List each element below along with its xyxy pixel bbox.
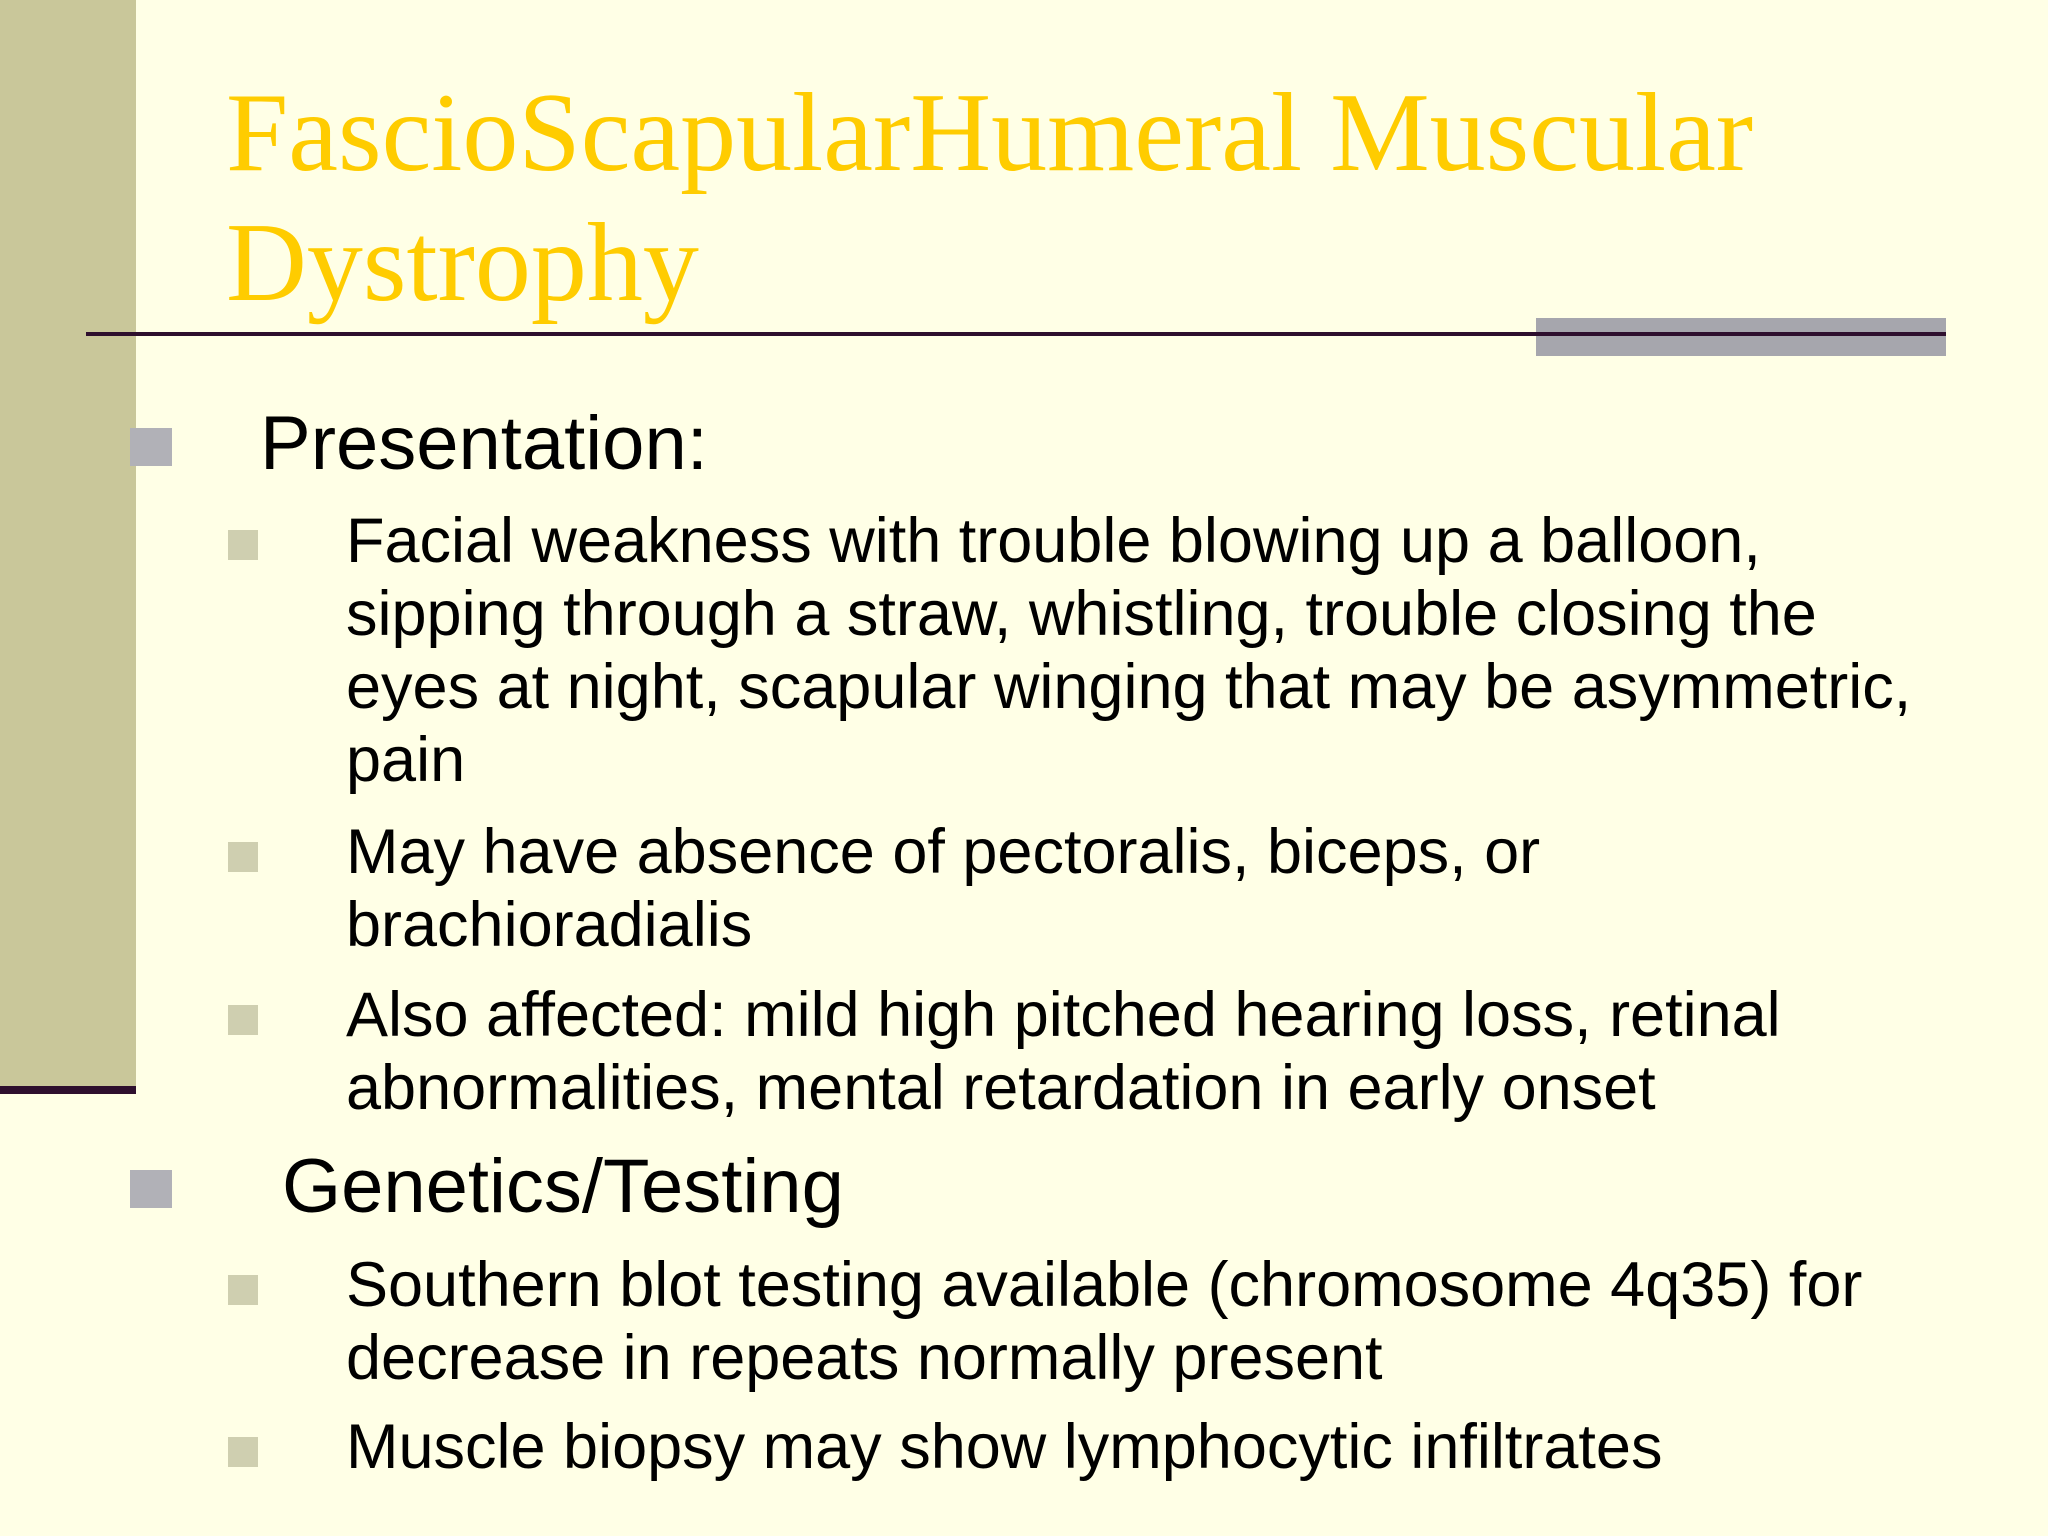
sidebar-rule xyxy=(0,1086,136,1094)
square-bullet-icon xyxy=(130,428,172,466)
square-bullet-icon xyxy=(228,1005,258,1035)
list-item: Also affected: mild high pitched hearing loss, retinal abnormalities, mental retardation in early onset xyxy=(346,980,1781,1123)
list-item: Facial weakness with trouble blowing up a balloon, sipping through a straw, whistling, trouble closing the eyes at night, scapular winging that may be asymmetric, pain xyxy=(346,506,1912,795)
list-item: Southern blot testing available (chromosome 4q35) for decrease in repeats normally present xyxy=(346,1250,1863,1393)
square-bullet-icon xyxy=(228,1437,258,1467)
square-bullet-icon xyxy=(130,1170,172,1208)
square-bullet-icon xyxy=(228,530,258,560)
sidebar-decoration xyxy=(0,0,136,1090)
section-heading-presentation: Presentation: xyxy=(260,401,708,486)
slide-title: FascioScapularHumeral Muscular Dystrophy xyxy=(226,71,1754,325)
list-item: Muscle biopsy may show lymphocytic infiltrates xyxy=(346,1412,1663,1482)
title-underline-accent xyxy=(1536,318,1946,356)
square-bullet-icon xyxy=(228,1275,258,1305)
square-bullet-icon xyxy=(228,842,258,872)
section-heading-genetics: Genetics/Testing xyxy=(282,1144,844,1229)
list-item: May have absence of pectoralis, biceps, or brachioradialis xyxy=(346,817,1541,960)
